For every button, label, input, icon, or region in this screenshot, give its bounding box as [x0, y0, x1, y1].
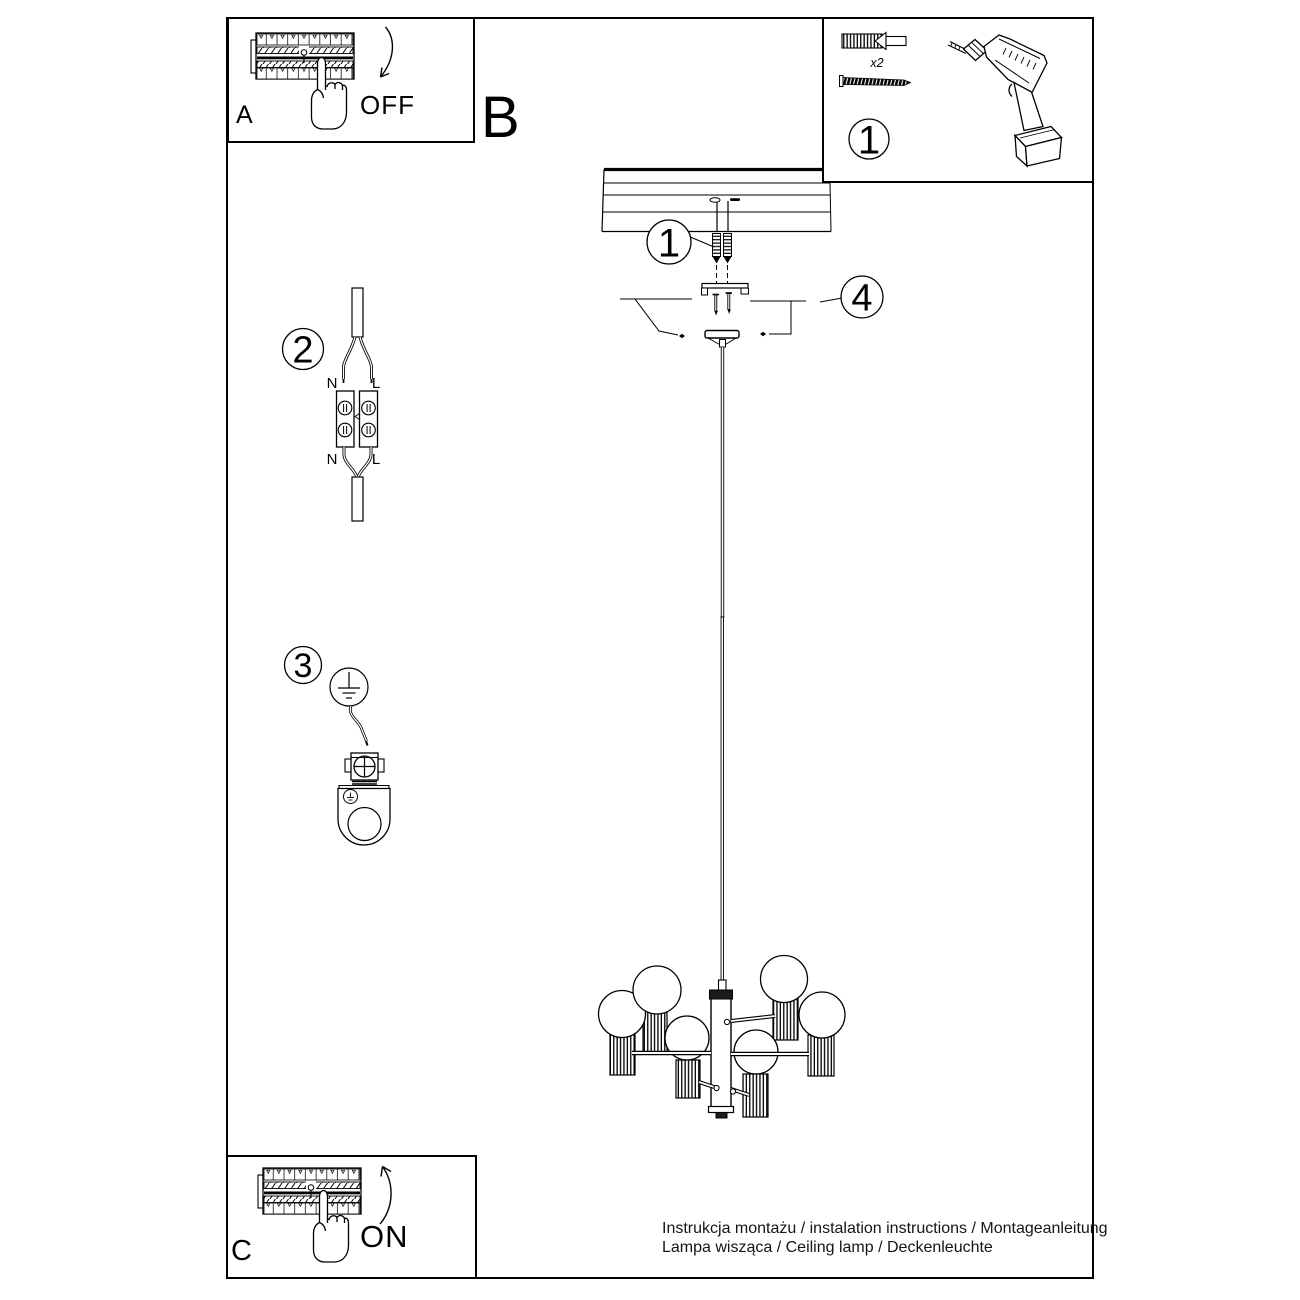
central-column — [709, 990, 734, 1118]
cable-top — [352, 288, 363, 337]
step-label-c: C — [231, 1235, 252, 1267]
ceiling-canopy — [705, 331, 739, 348]
cord-connector — [719, 980, 727, 991]
wire-label-n-bottom: N — [326, 451, 338, 468]
callout-ground-number: 3 — [293, 647, 313, 685]
callout-anchors-number: 1 — [657, 221, 681, 266]
wiring-diagram — [283, 288, 381, 521]
terminal-block — [337, 391, 378, 447]
bracket-screws — [713, 293, 733, 316]
footer-captions — [662, 1220, 1108, 1257]
footer-line-1: Instrukcja montażu / instalation instructions / Montageanleitung — [662, 1220, 1108, 1237]
arrow-up-icon — [380, 1167, 391, 1225]
step-label-a: A — [236, 101, 253, 129]
anchor-quantity-label: x2 — [870, 56, 884, 70]
ceiling-cross-section — [602, 170, 831, 232]
chandelier — [599, 956, 846, 1119]
breaker-panel-off — [251, 33, 354, 79]
callout-wiring-number: 2 — [292, 329, 314, 372]
callout-tools-number: 1 — [857, 118, 881, 163]
breaker-on-label: ON — [360, 1219, 409, 1254]
screw-icon — [840, 76, 911, 87]
breaker-panel-on — [258, 1168, 361, 1214]
wall-plug-anchors — [713, 234, 732, 284]
callout-bracket-number: 4 — [851, 277, 873, 320]
drill-hole-filled — [730, 198, 740, 201]
ground-bracket-plate — [338, 786, 390, 846]
earth-symbol-icon — [330, 668, 368, 706]
drill-hole — [710, 198, 720, 202]
step-label-b: B — [481, 85, 520, 150]
callout-bracket — [620, 276, 883, 338]
wire-label-n-top: N — [326, 375, 338, 392]
drill-icon — [948, 35, 1062, 166]
footer-line-2: Lampa wisząca / Ceiling lamp / Deckenleuchte — [662, 1238, 993, 1256]
cable-bottom — [352, 477, 363, 521]
ground-terminal — [345, 753, 384, 784]
breaker-off-label: OFF — [360, 90, 415, 120]
wall-anchor-icon — [842, 33, 906, 50]
wire-label-l-top: L — [371, 375, 381, 392]
mounting-bracket — [702, 284, 749, 296]
wire-label-l-bottom: L — [371, 451, 381, 468]
pendant-cord — [720, 347, 724, 981]
arrow-down-icon — [381, 27, 393, 77]
